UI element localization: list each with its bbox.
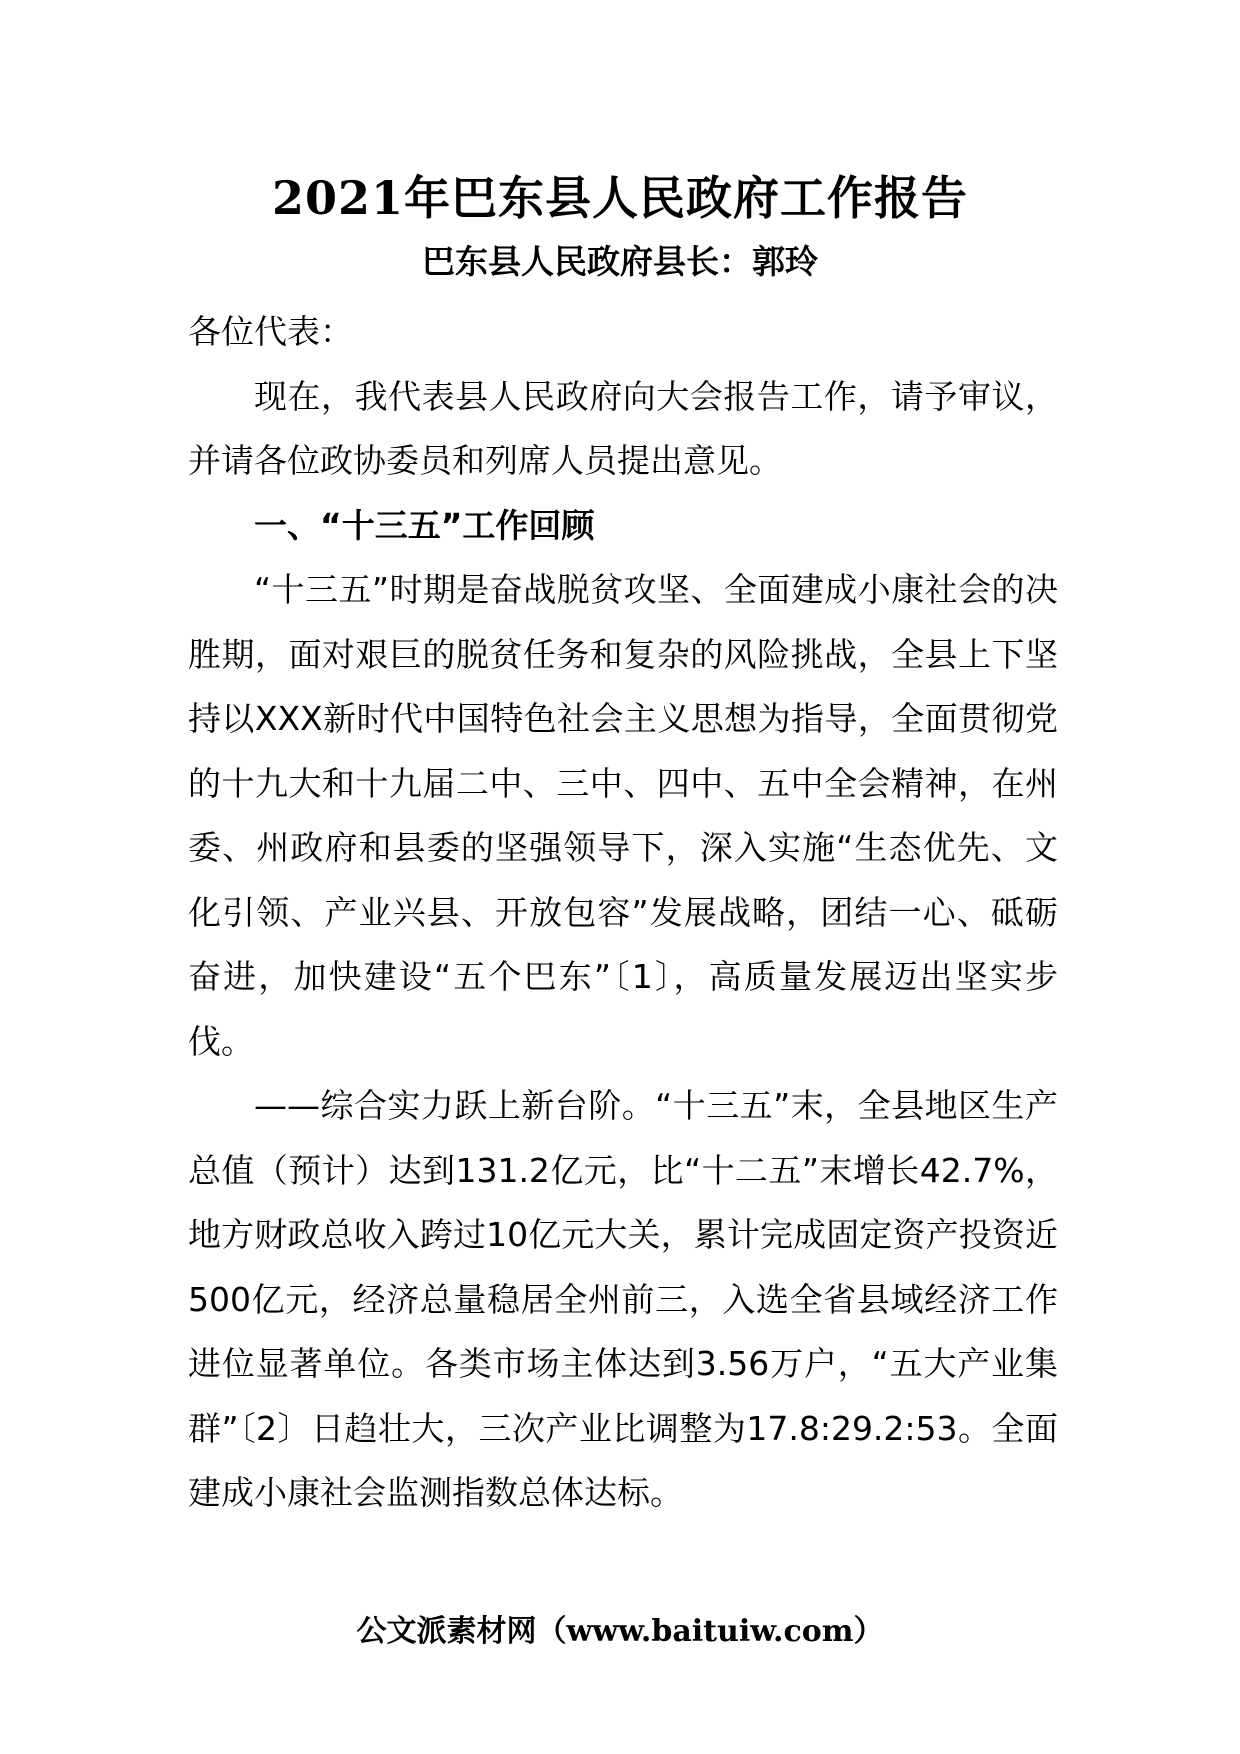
section-heading: 一、“十三五”工作回顾 xyxy=(254,505,595,545)
paragraph-intro: 现在，我代表县人民政府向大会报告工作，请予审议，并请各位政协委员和列席人员提出意见。 xyxy=(188,376,1058,480)
document-body xyxy=(188,300,1058,1526)
document-subtitle: 巴东县人民政府县长：郭玲 xyxy=(422,242,818,281)
paragraph-strength: ——综合实力跃上新台阶。“十三五”末，全县地区生产总值（预计）达到131.2亿元，比“十二五”末增长42.7%，地方财政总收入跨过10亿元大关，累计完成固定资产投资近500亿元，经济总量稳居全州前三，入选全省县域经济工作进位显著单位。各类市场主体达到3.56万户，“五大产业集群”〔2〕日趋壮大，三次产业比调整为17.8:29.2:53。全面建成小康社会监测指数总体达标。 xyxy=(188,1086,1058,1512)
paragraph-review: “十三五”时期是奋战脱贫攻坚、全面建成小康社会的决胜期，面对艰巨的脱贫任务和复杂的风险挑战，全县上下坚持以XXX新时代中国特色社会主义思想为指导，全面贯彻党的十九大和十九届二中、三中、四中、五中全会精神，在州委、州政府和县委的坚强领导下，深入实施“生态优先、文化引领、产业兴县、开放包容”发展战略，团结一心、砥砺奋进，加快建设“五个巴东”〔1〕，高质量发展迈出坚实步伐。 xyxy=(188,570,1058,1061)
document-title: 2021年巴东县人民政府工作报告 xyxy=(271,171,969,225)
footer-watermark: 公文派素材网（www.baituiw.com） xyxy=(356,1614,884,1649)
salutation: 各位代表： xyxy=(188,312,353,351)
